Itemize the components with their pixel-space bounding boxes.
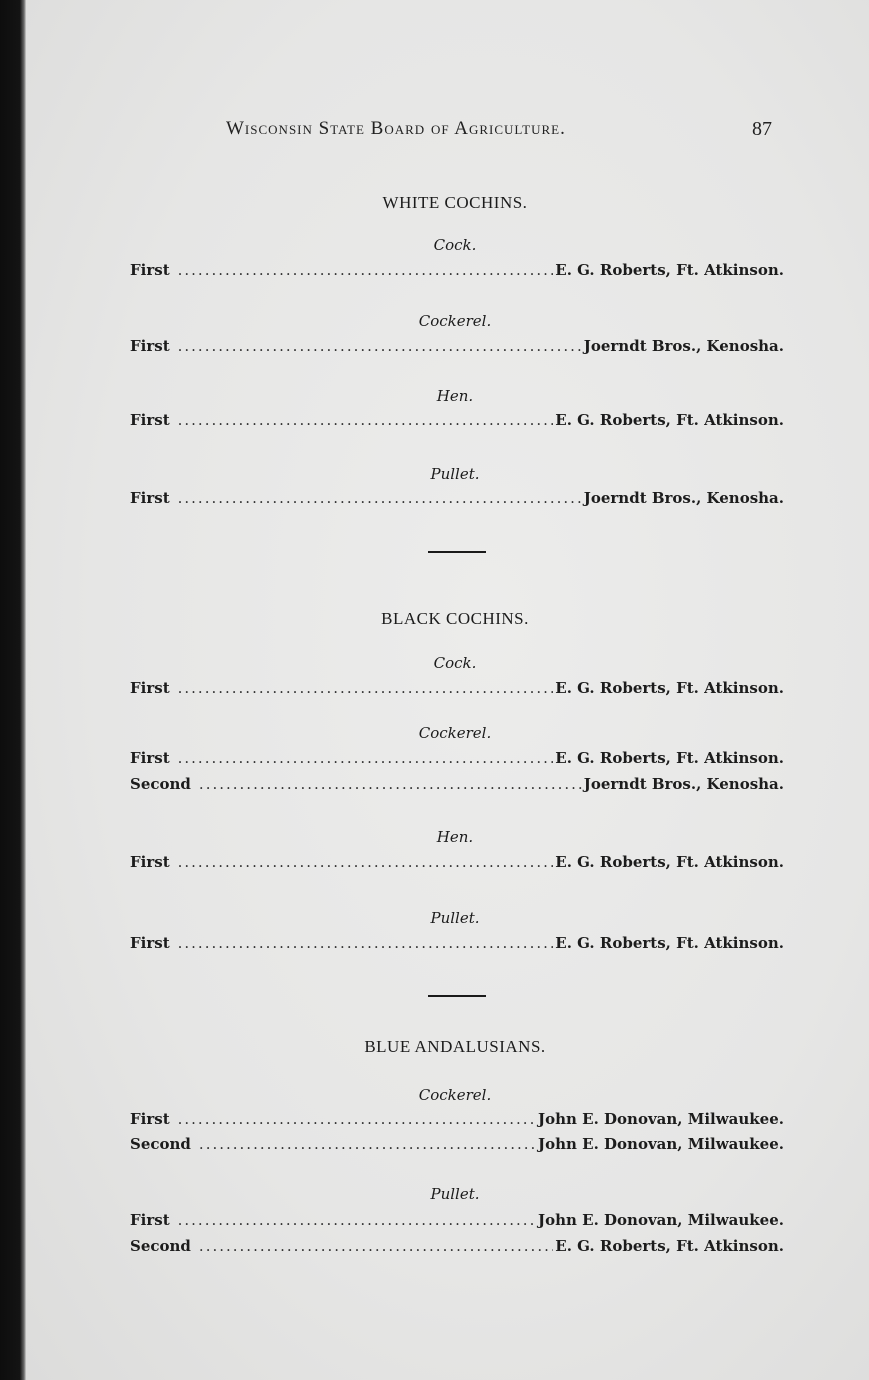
award-place: First <box>130 411 170 429</box>
running-title: Wisconsin State Board of Agriculture. <box>226 118 566 139</box>
award-row <box>130 411 784 433</box>
award-winner: Joerndt Bros., Kenosha. <box>583 775 784 793</box>
class-heading-cock: Cock. <box>433 654 477 672</box>
section-divider <box>428 551 486 553</box>
dot-leader <box>178 749 554 767</box>
award-place: First <box>130 1211 170 1229</box>
page-number: 87 <box>752 118 772 140</box>
award-place: First <box>130 489 170 507</box>
award-row <box>130 934 784 956</box>
award-winner: E. G. Roberts, Ft. Atkinson. <box>555 411 784 429</box>
award-winner: E. G. Roberts, Ft. Atkinson. <box>555 749 784 767</box>
award-row <box>130 853 784 875</box>
dot-leader <box>199 775 582 793</box>
award-place: First <box>130 337 170 355</box>
award-place: First <box>130 934 170 952</box>
section-title-blue-andalusians: BLUE ANDALUSIANS. <box>364 1037 546 1056</box>
award-place: First <box>130 1110 170 1128</box>
dot-leader <box>178 1110 536 1128</box>
dot-leader <box>178 411 554 429</box>
award-place: First <box>130 679 170 697</box>
dot-leader <box>178 853 554 871</box>
class-heading-cockerel: Cockerel. <box>418 1086 492 1104</box>
dot-leader <box>178 337 582 355</box>
dot-leader <box>178 679 554 697</box>
dot-leader <box>199 1237 553 1255</box>
class-heading-hen: Hen. <box>436 387 474 405</box>
award-place: Second <box>130 1237 191 1255</box>
award-winner: John E. Donovan, Milwaukee. <box>538 1135 784 1153</box>
class-heading-cockerel: Cockerel. <box>418 724 492 742</box>
award-row <box>130 261 784 283</box>
award-row <box>130 1110 784 1132</box>
class-heading-hen: Hen. <box>436 828 474 846</box>
award-winner: E. G. Roberts, Ft. Atkinson. <box>555 853 784 871</box>
award-row <box>130 337 784 359</box>
award-row <box>130 775 784 797</box>
class-heading-pullet: Pullet. <box>430 909 480 927</box>
award-place: First <box>130 261 170 279</box>
award-winner: E. G. Roberts, Ft. Atkinson. <box>555 679 784 697</box>
award-place: First <box>130 853 170 871</box>
section-divider <box>428 995 486 997</box>
class-heading-pullet: Pullet. <box>430 1185 480 1203</box>
award-winner: Joerndt Bros., Kenosha. <box>583 489 784 507</box>
class-heading-cock: Cock. <box>433 236 477 254</box>
dot-leader <box>178 934 554 952</box>
award-row <box>130 1135 784 1157</box>
section-title-white-cochins: WHITE COCHINS. <box>382 193 528 212</box>
dot-leader <box>178 489 582 507</box>
class-heading-cockerel: Cockerel. <box>418 312 492 330</box>
section-title-black-cochins: BLACK COCHINS. <box>381 609 529 628</box>
award-row <box>130 1237 784 1259</box>
award-winner: E. G. Roberts, Ft. Atkinson. <box>555 934 784 952</box>
award-winner: E. G. Roberts, Ft. Atkinson. <box>555 261 784 279</box>
dot-leader <box>199 1135 536 1153</box>
book-binding-edge <box>0 0 26 1380</box>
award-row <box>130 679 784 701</box>
award-winner: John E. Donovan, Milwaukee. <box>538 1211 784 1229</box>
award-place: Second <box>130 775 191 793</box>
award-winner: John E. Donovan, Milwaukee. <box>538 1110 784 1128</box>
dot-leader <box>178 261 554 279</box>
award-row <box>130 749 784 771</box>
class-heading-pullet: Pullet. <box>430 465 480 483</box>
award-row <box>130 489 784 511</box>
award-winner: E. G. Roberts, Ft. Atkinson. <box>555 1237 784 1255</box>
award-place: Second <box>130 1135 191 1153</box>
dot-leader <box>178 1211 536 1229</box>
award-place: First <box>130 749 170 767</box>
award-winner: Joerndt Bros., Kenosha. <box>583 337 784 355</box>
award-row <box>130 1211 784 1233</box>
